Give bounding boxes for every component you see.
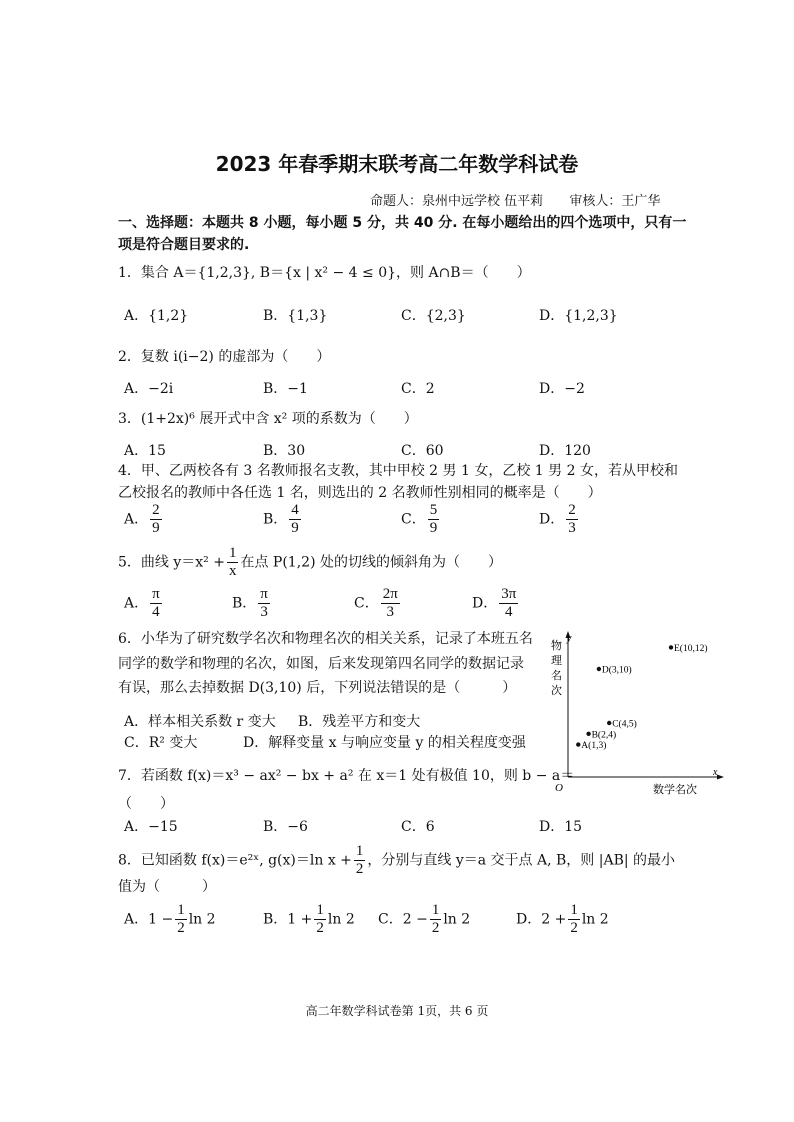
q2-option-d: D．−2 (539, 381, 585, 397)
q2-option-c: C．2 (401, 381, 435, 397)
q4-line1: 4．甲、乙两校各有 3 名教师报名支教，其中甲校 2 男 1 女，乙校 1 男 2 女，若从甲校和 (118, 463, 678, 479)
section-heading-line2: 项是符合题目要求的. (118, 237, 250, 253)
q8-option-d: D．2 + $\frac{1}{2}$ ln 2 (516, 902, 609, 936)
q1-option-a: A．{1,2} (124, 308, 189, 324)
q4-line2: 乙校报名的教师中各任选 1 名，则选出的 2 名教师性别相同的概率是（ ） (118, 485, 602, 501)
q7-option-d: D．15 (539, 819, 583, 835)
q1-option-d: D．{1,2,3} (539, 308, 618, 324)
q4-option-a: A． $\frac{2}{9}$ (124, 502, 160, 536)
section-heading-line1: 一、选择题：本题共 8 小题，每小题 5 分，共 40 分. 在每小题给出的四个选项中，只有一 (118, 215, 687, 231)
q8-option-a: A．1 − $\frac{1}{2}$ ln 2 (124, 902, 216, 936)
q4-option-c: C． $\frac{5}{9}$ (401, 502, 438, 536)
q5-option-a: A． $\frac{\pi}{4}$ (124, 586, 160, 620)
q1-option-c: C．{2,3} (401, 308, 466, 324)
q3-option-b: B．30 (263, 443, 306, 459)
q6-line3: 有误，那么去掉数据 D(3,10) 后，下列说法错误的是（ ） (118, 680, 517, 696)
reviewer: 审核人：王广华 (569, 194, 661, 209)
y-axis-title-char: 次 (551, 685, 562, 697)
q8-text: 8．已知函数 f(x)＝e²ˣ, g(x)＝ln x + $\frac{1}{2}$ ，分别与直线 y＝a 交于点 A, B，则 |AB| 的最小 (118, 843, 676, 877)
q5-option-c: C． $\frac{2\pi}{3}$ (354, 586, 398, 620)
y-axis-letter: y (567, 633, 572, 644)
x-axis-letter: x (713, 767, 718, 778)
q7-option-b: B．−6 (263, 819, 308, 835)
authors-line (370, 190, 660, 209)
q4-option-b: B． $\frac{4}{9}$ (263, 502, 299, 536)
q4-option-d: D． $\frac{2}{3}$ (539, 502, 576, 536)
q7-line2: （ ） (118, 796, 174, 812)
data-point-label-c: C(4,5) (612, 719, 637, 730)
data-point-a (576, 742, 580, 746)
page-footer: 高二年数学科试卷第 1页，共 6 页 (305, 1004, 489, 1018)
q2-text: 2．复数 i(i−2) 的虚部为（ ） (118, 349, 331, 365)
data-point-c (607, 721, 611, 725)
y-axis-title-char: 物 (551, 640, 562, 652)
q1-text: 1．集合 A＝{1,2,3}, B＝{x | x² − 4 ≤ 0}，则 A∩B＝（ ） (118, 265, 531, 281)
q7-option-a: A．−15 (124, 819, 178, 835)
data-point-e (669, 645, 673, 649)
q6-line1: 6．小华为了研究数学名次和物理名次的相关关系，记录了本班五名 (118, 631, 533, 647)
data-point-label-d: D(3,10) (601, 665, 632, 676)
q7-option-c: C．6 (401, 819, 435, 835)
q7-line1: 7．若函数 f(x)＝x³ − ax² − bx + a² 在 x＝1 处有极值 10，则 b − a＝ (118, 768, 575, 784)
q2-option-b: B．−1 (263, 381, 308, 397)
q5-option-d: D． $\frac{3\pi}{4}$ (472, 586, 517, 620)
q6-option-a: A．样本相关系数 r 变大 (124, 714, 276, 730)
q8-option-c: C．2 − $\frac{1}{2}$ ln 2 (378, 902, 471, 936)
q5-option-b: B． $\frac{\pi}{3}$ (232, 586, 268, 620)
q5-text: 5．曲线 y＝x² + $\frac{1}{x}$ 在点 P(1,2) 处的切线的倾斜角为（ ） (118, 545, 502, 579)
q3-option-c: C．60 (401, 443, 444, 459)
q8-option-b: B．1 + $\frac{1}{2}$ ln 2 (263, 902, 355, 936)
q6-option-c: C．R² 变大 (124, 735, 198, 751)
q6-option-b: B．残差平方和变大 (298, 714, 421, 730)
data-point-label-b: B(2,4) (591, 730, 617, 741)
data-point-b (586, 732, 590, 736)
points-layer (576, 643, 707, 751)
q1-option-b: B．{1,3} (263, 308, 328, 324)
data-point-d (597, 667, 601, 671)
q3-option-a: A．15 (124, 443, 166, 459)
x-axis-title: 数学名次 (653, 784, 697, 796)
q3-text: 3．(1+2x)⁶ 展开式中含 x² 项的系数为（ ） (118, 411, 418, 427)
y-axis-title-char: 名 (551, 670, 562, 682)
y-axis-title (551, 638, 562, 697)
y-axis-title-char: 理 (551, 655, 562, 667)
data-point-label-a: A(1,3) (581, 741, 607, 752)
origin-label: O (555, 782, 563, 794)
q8-line2: 值为（ ） (118, 879, 216, 895)
q6-line2: 同学的数学和物理的名次，如图，后来发现第四名同学的数据记录 (118, 656, 524, 672)
data-point-label-e: E(10,12) (674, 643, 708, 654)
proposer: 命题人：泉州中远学校 伍平莉 (370, 194, 544, 209)
q2-option-a: A．−2i (124, 381, 174, 397)
page-title: 2023 年春季期末联考高二年数学科试卷 (215, 152, 579, 176)
q3-option-d: D．120 (539, 443, 591, 459)
q6-option-d: D．解释变量 x 与响应变量 y 的相关程度变强 (243, 735, 526, 751)
x-axis-arrow (717, 775, 724, 780)
